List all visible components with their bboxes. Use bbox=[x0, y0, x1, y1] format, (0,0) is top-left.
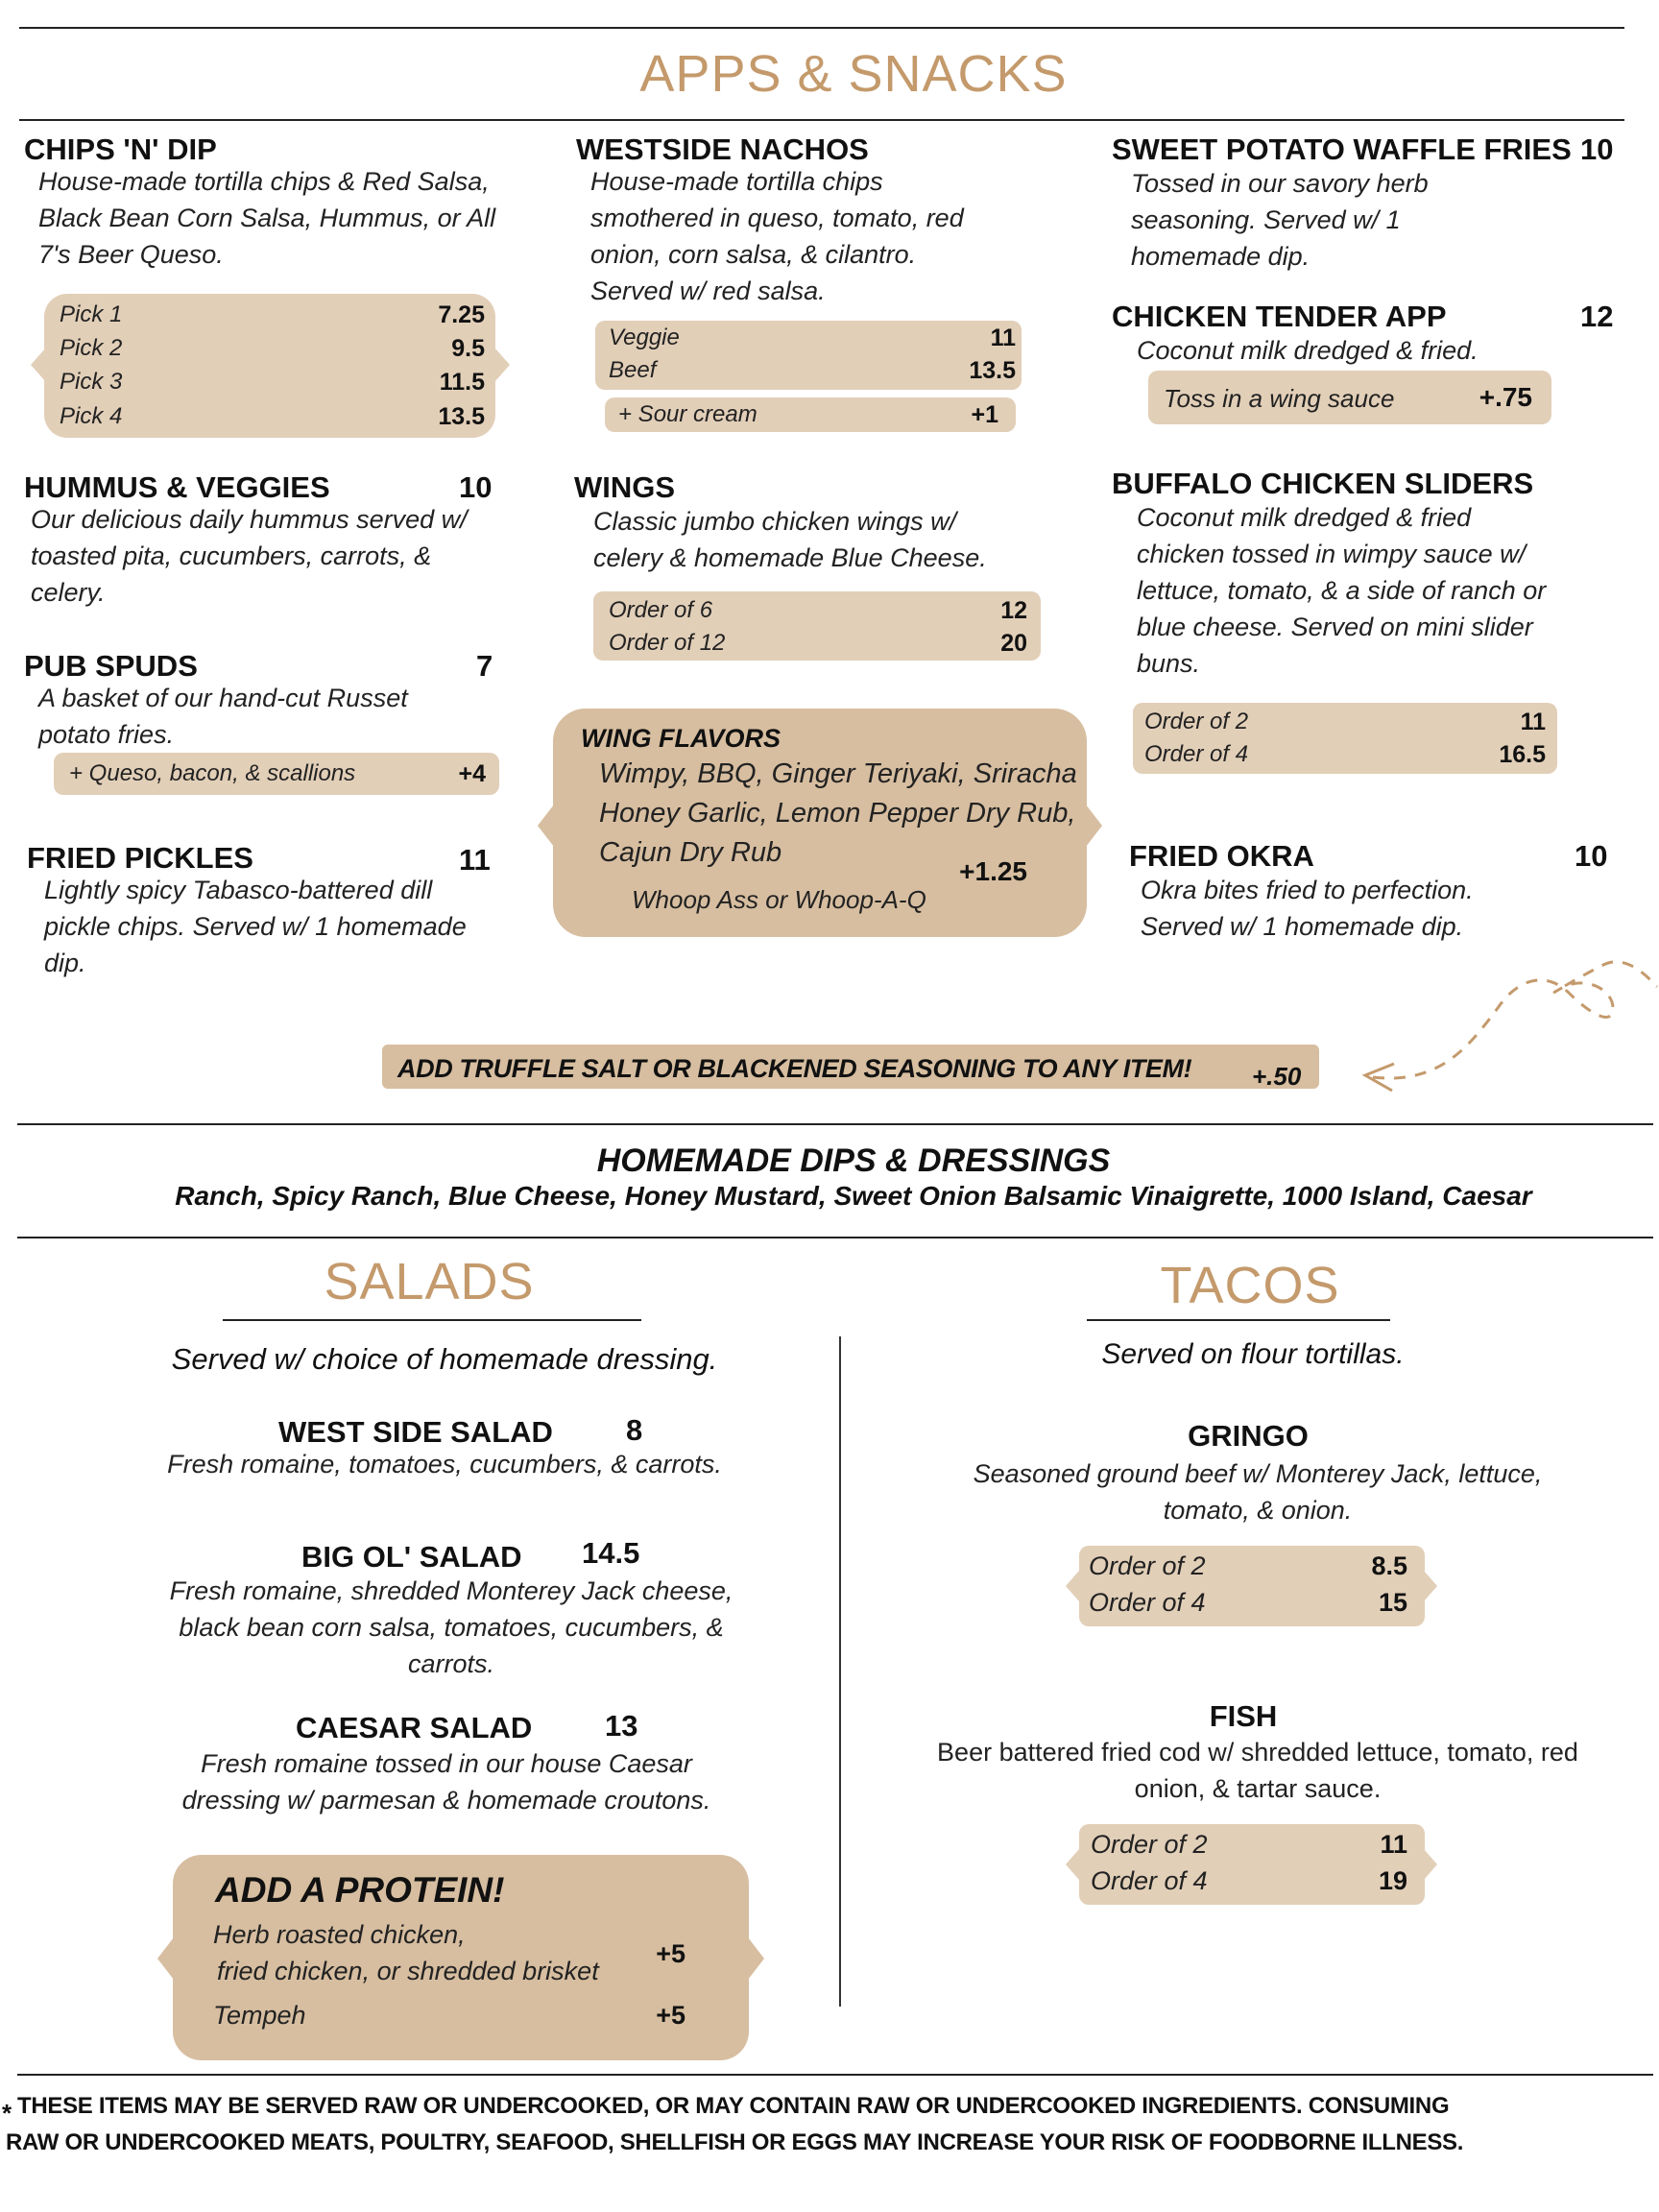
item-price-pub-spuds: 7 bbox=[476, 649, 493, 683]
protein-option: fried chicken, or shredded brisket bbox=[217, 1957, 599, 1985]
box-notch-left bbox=[538, 805, 554, 847]
item-desc-fish: Beer battered fried cod w/ shredded lettuce, tomato, red onion, & tartar sauce. bbox=[937, 1738, 1578, 1803]
item-desc-big-ol-salad: Fresh romaine, shredded Monterey Jack cheese, black bean corn salsa, tomatoes, cucumbers, & carrots. bbox=[169, 1576, 733, 1678]
item-name-chips-n-dip: CHIPS 'N' DIP bbox=[24, 132, 217, 166]
item-desc-pub-spuds: A basket of our hand-cut Russet potato fries. bbox=[38, 684, 408, 749]
salads-subtitle: Served w/ choice of homemade dressing. bbox=[171, 1342, 718, 1376]
footer-asterisk: * bbox=[2, 2099, 12, 2128]
wing-flavors-list: Wimpy, BBQ, Ginger Teriyaki, Sriracha Honey Garlic, Lemon Pepper Dry Rub, Cajun Dry Rub bbox=[599, 758, 1077, 868]
item-desc-caesar-salad: Fresh romaine tossed in our house Caesar dressing w/ parmesan & homemade croutons. bbox=[181, 1749, 711, 1815]
addon-label: Toss in a wing sauce bbox=[1164, 384, 1395, 413]
dips-top-rule bbox=[17, 1123, 1653, 1125]
add-protein-title: ADD A PROTEIN! bbox=[215, 1870, 505, 1910]
wing-flavors-premium-price: +1.25 bbox=[959, 856, 1027, 886]
section-title-apps: APPS & SNACKS bbox=[639, 45, 1068, 103]
box-notch-left bbox=[1066, 1849, 1079, 1880]
item-desc-chips-n-dip: House-made tortilla chips & Red Salsa, Black Bean Corn Salsa, Hummus, or All 7's Beer Queso. bbox=[38, 167, 496, 269]
item-desc-fried-pickles: Lightly spicy Tabasco-battered dill pickle chips. Served w/ 1 homemade dip. bbox=[44, 876, 467, 977]
option-price: 20 bbox=[1000, 630, 1027, 657]
item-name-westside-nachos: WESTSIDE NACHOS bbox=[576, 132, 869, 166]
option-price: 9.5 bbox=[451, 335, 485, 362]
box-notch-right bbox=[1424, 1849, 1437, 1880]
option-label: Order of 6 bbox=[609, 597, 713, 623]
tacos-rule bbox=[1087, 1319, 1390, 1321]
tacos-subtitle: Served on flour tortillas. bbox=[1101, 1338, 1405, 1370]
item-name-fried-pickles: FRIED PICKLES bbox=[27, 841, 253, 875]
top-rule bbox=[19, 27, 1624, 29]
item-price-big-ol-salad: 14.5 bbox=[582, 1536, 640, 1570]
dashed-arrow-icon bbox=[1354, 950, 1659, 1104]
option-label: Order of 4 bbox=[1091, 1866, 1208, 1895]
option-price: 11 bbox=[1380, 1830, 1407, 1859]
footer-rule bbox=[17, 2074, 1653, 2076]
option-price: 15 bbox=[1378, 1588, 1407, 1617]
footer-warning-line2: RAW OR UNDERCOOKED MEATS, POULTRY, SEAFOOD, SHELLFISH OR EGGS MAY INCREASE YOUR RISK OF FOODBORNE ILLNESS. bbox=[6, 2129, 1464, 2155]
item-price-chicken-tender: 12 bbox=[1580, 300, 1614, 333]
item-desc-nachos: House-made tortilla chips smothered in queso, tomato, red onion, corn salsa, & cilantro. Served w/ red salsa. bbox=[590, 167, 964, 305]
dips-bottom-rule bbox=[17, 1237, 1653, 1238]
box-notch-right bbox=[1424, 1571, 1437, 1601]
item-desc-hummus: Our delicious daily hummus served w/ toasted pita, cucumbers, carrots, & celery. bbox=[31, 505, 468, 607]
option-price: 19 bbox=[1378, 1866, 1407, 1895]
truffle-banner-text: ADD TRUFFLE SALT OR BLACKENED SEASONING TO ANY ITEM! bbox=[397, 1054, 1192, 1083]
item-price-fried-pickles: 11 bbox=[459, 843, 491, 877]
option-label: Pick 1 bbox=[60, 301, 123, 327]
protein-option: Tempeh bbox=[213, 2001, 306, 2030]
addon-label: + Sour cream bbox=[618, 401, 757, 427]
option-label: Order of 4 bbox=[1144, 741, 1249, 767]
item-name-west-side-salad: WEST SIDE SALAD bbox=[278, 1415, 553, 1449]
option-price: 11 bbox=[1520, 709, 1546, 735]
option-label: Order of 2 bbox=[1089, 1551, 1206, 1580]
footer-warning-line1: THESE ITEMS MAY BE SERVED RAW OR UNDERCOOKED, OR MAY CONTAIN RAW OR UNDERCOOKED INGREDIENTS. CONSUMING bbox=[17, 2093, 1450, 2119]
item-desc-chicken-tender: Coconut milk dredged & fried. bbox=[1137, 336, 1479, 365]
addon-label: + Queso, bacon, & scallions bbox=[69, 760, 356, 786]
option-price: 7.25 bbox=[438, 301, 485, 328]
item-price-caesar-salad: 13 bbox=[605, 1709, 638, 1743]
item-price-west-side-salad: 8 bbox=[626, 1413, 643, 1447]
item-desc-sweet-potato-fries: Tossed in our savory herb seasoning. Served w/ 1 homemade dip. bbox=[1131, 169, 1429, 271]
addon-price: +1 bbox=[971, 401, 998, 428]
item-name-gringo: GRINGO bbox=[1188, 1419, 1309, 1453]
addon-price: +4 bbox=[458, 760, 486, 787]
box-notch-right bbox=[1086, 805, 1102, 847]
box-notch-left bbox=[31, 348, 46, 382]
option-label: Order of 2 bbox=[1091, 1830, 1208, 1859]
box-notch-left bbox=[157, 1937, 174, 1980]
option-price: 13.5 bbox=[969, 357, 1016, 384]
section-title-salads: SALADS bbox=[324, 1253, 535, 1310]
protein-option: Herb roasted chicken, bbox=[213, 1920, 466, 1949]
item-desc-buffalo-sliders: Coconut milk dredged & fried chicken tossed in wimpy sauce w/ lettuce, tomato, & a side of ranch or blue cheese. Served on mini slider buns. bbox=[1137, 503, 1547, 678]
truffle-banner-price: +.50 bbox=[1252, 1062, 1302, 1091]
dips-list: Ranch, Spicy Ranch, Blue Cheese, Honey Mustard, Sweet Onion Balsamic Vinaigrette, 1000 Island, Caesar bbox=[175, 1181, 1532, 1211]
item-price-sweet-potato-fries: 10 bbox=[1580, 132, 1614, 166]
option-label: Beef bbox=[609, 357, 657, 383]
section-title-tacos: TACOS bbox=[1160, 1257, 1340, 1314]
item-name-buffalo-sliders: BUFFALO CHICKEN SLIDERS bbox=[1112, 467, 1534, 500]
option-price: 16.5 bbox=[1499, 741, 1546, 768]
dips-title: HOMEMADE DIPS & DRESSINGS bbox=[596, 1142, 1111, 1179]
column-divider bbox=[839, 1336, 841, 2007]
box-notch-right bbox=[748, 1937, 764, 1980]
option-label: Pick 4 bbox=[60, 403, 123, 429]
item-name-caesar-salad: CAESAR SALAD bbox=[296, 1711, 533, 1744]
item-desc-wings: Classic jumbo chicken wings w/ celery & homemade Blue Cheese. bbox=[593, 507, 987, 572]
item-name-fish: FISH bbox=[1209, 1699, 1278, 1733]
option-price: 11.5 bbox=[439, 369, 485, 396]
addon-price: +.75 bbox=[1479, 382, 1532, 412]
salads-rule bbox=[223, 1319, 641, 1321]
option-label: Pick 2 bbox=[60, 335, 123, 361]
option-price: 12 bbox=[1000, 597, 1027, 624]
option-label: Pick 3 bbox=[60, 369, 123, 395]
option-label: Order of 2 bbox=[1144, 709, 1249, 734]
item-name-chicken-tender: CHICKEN TENDER APP bbox=[1112, 300, 1447, 333]
option-price: 13.5 bbox=[438, 403, 485, 430]
item-desc-gringo: Seasoned ground beef w/ Monterey Jack, lettuce, tomato, & onion. bbox=[973, 1459, 1543, 1525]
item-name-fried-okra: FRIED OKRA bbox=[1129, 839, 1314, 873]
apps-rule bbox=[19, 119, 1624, 121]
item-name-pub-spuds: PUB SPUDS bbox=[24, 649, 198, 683]
box-notch-right bbox=[494, 348, 510, 382]
option-label: Order of 4 bbox=[1089, 1588, 1206, 1617]
option-label: Order of 12 bbox=[609, 630, 726, 656]
item-desc-west-side-salad: Fresh romaine, tomatoes, cucumbers, & carrots. bbox=[167, 1450, 722, 1479]
option-price: 11 bbox=[990, 325, 1016, 351]
box-notch-left bbox=[1066, 1571, 1079, 1601]
protein-price: +5 bbox=[656, 1939, 685, 1968]
wing-flavors-premium: Whoop Ass or Whoop-A-Q bbox=[632, 885, 926, 914]
item-name-wings: WINGS bbox=[574, 470, 676, 504]
item-name-big-ol-salad: BIG OL' SALAD bbox=[301, 1540, 522, 1574]
item-desc-fried-okra: Okra bites fried to perfection. Served w/ 1 homemade dip. bbox=[1141, 876, 1474, 941]
option-price: 8.5 bbox=[1371, 1551, 1407, 1580]
option-label: Veggie bbox=[609, 325, 680, 350]
item-price-fried-okra: 10 bbox=[1575, 839, 1608, 873]
item-price-hummus: 10 bbox=[459, 470, 493, 504]
item-name-sweet-potato-fries: SWEET POTATO WAFFLE FRIES bbox=[1112, 132, 1572, 166]
wing-flavors-title: WING FLAVORS bbox=[581, 724, 781, 753]
item-name-hummus: HUMMUS & VEGGIES bbox=[24, 470, 330, 504]
protein-price: +5 bbox=[656, 2001, 685, 2030]
